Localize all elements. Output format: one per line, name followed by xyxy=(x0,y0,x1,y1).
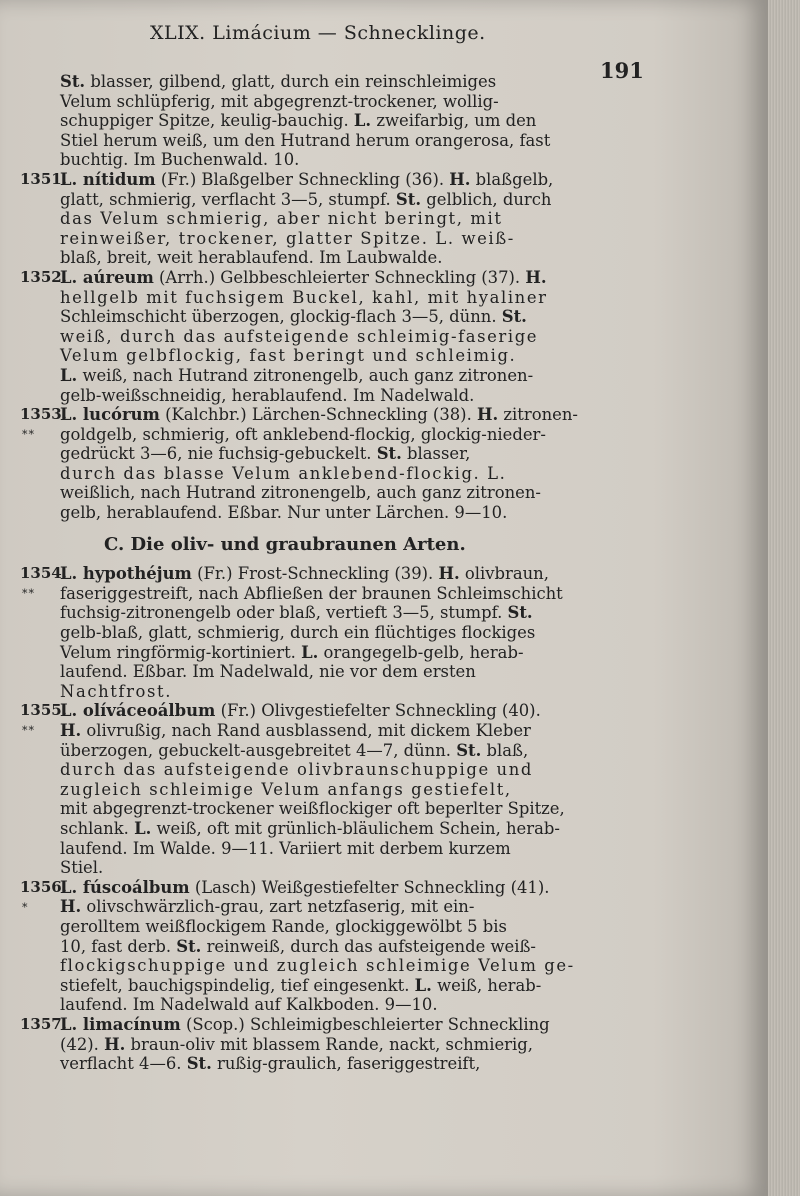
edibility-mark: * xyxy=(22,900,29,914)
running-title: XLIX. Limácium — Schnecklinge. xyxy=(150,22,486,44)
edibility-mark: ** xyxy=(22,428,35,442)
entry-number: 1351. xyxy=(20,169,67,188)
page-number: 191 xyxy=(600,58,644,83)
edibility-mark: ** xyxy=(22,724,35,738)
entry-number: 1352. xyxy=(20,267,67,286)
entry-1353: 1353. ** L. lucórum (Kalchbr.) Lärchen-Schneckling (38). H. zitronen- goldgelb, schmierig, oft anklebend-flockig, glockig-nieder- gedrückt 3—6, nie fuchsig-gebuckelt. St. blasser, durch das blasse Velum anklebend-flockig. L. weißlich, nach Hutrand zitronengelb, auch ganz zitronen- gelb, herablaufend. Eßbar. Nur unter Lärchen. 9—10. xyxy=(20,405,578,523)
species-name: L. hypothéjum xyxy=(60,564,192,584)
entry-number: 1357. xyxy=(20,1014,67,1033)
book-page-edges xyxy=(768,0,800,1196)
entry-1352: 1352. L. aúreum (Arrh.) Gelbbeschleierter Schneckling (37). H. hellgelb mit fuchsigem Buckel, kahl, mit hyaliner Schleimschicht überzogen, glockig-flach 3—5, dünn. St. weiß, durch das aufsteigende schleimig-faserige Velum gelbflockig, fast beringt und schleimig. L. weiß, nach Hutrand zitronengelb, auch ganz zitronen- gelb-weißschneidig, herablaufend. Im Nadelwald. xyxy=(20,267,548,405)
species-name: L. limacínum xyxy=(60,1014,181,1034)
entry-1354: 1354. ** L. hypothéjum (Fr.) Frost-Schneckling (39). H. olivbraun, faseriggestreift, nach Abfließen der braunen Schleimschicht fuchsig-zitronengelb oder blaß, vertieft 3—5, stumpf. St. gelb-blaß, glatt, schmierig, durch ein flüchtiges flockiges Velum ringförmig-kortiniert. L. orangegelb-gelb, herab- laufend. Eßbar. Im Nadelwald, nie vor dem ersten Nachtfrost. xyxy=(20,564,563,701)
species-name: L. nítidum xyxy=(60,169,156,189)
species-name: L. aúreum xyxy=(60,267,154,287)
entry-number: 1356. xyxy=(20,877,67,896)
species-name: L. fúscoálbum xyxy=(60,877,190,897)
edibility-mark: ** xyxy=(22,587,35,601)
page-body xyxy=(20,72,640,1074)
entry-1351: 1351. L. nítidum (Fr.) Blaßgelber Schneckling (36). H. blaßgelb, glatt, schmierig, verflacht 3—5, stumpf. St. gelblich, durch das Velum schmierig, aber nicht beringt, mit reinweißer, trockener, glatter Spitze. L. weiß- blaß, breit, weit herablaufend. Im Laubwalde. xyxy=(20,169,554,268)
entry-number: 1354. xyxy=(20,564,67,583)
entry-number: 1353. xyxy=(20,405,67,424)
species-name: L. olíváceoálbum xyxy=(60,701,216,721)
species-name: L. lucórum xyxy=(60,405,160,425)
entry-number: 1355. xyxy=(20,701,67,720)
entry-continuation: St. blasser, gilbend, glatt, durch ein reinschleimiges Velum schlüpferig, mit abgegrenzt-trockener, wollig- schuppiger Spitze, keulig-bauchig. L. zweifarbig, um den Stiel herum weiß, um den Hutrand herum orangerosa, fast buchtig. Im Buchenwald. 10. xyxy=(60,72,551,170)
entry-1357: 1357. L. limacínum (Scop.) Schleimigbeschleierter Schneckling (42). H. braun-oliv mit blassem Rande, nackt, schmierig, verflacht 4—6. St. rußig-graulich, faseriggestreift, xyxy=(20,1014,550,1074)
entry-1356: 1356. * L. fúscoálbum (Lasch) Weißgestiefelter Schneckling (41). H. olivschwärzlich-grau, zart netzfaserig, mit ein- gerolltem weißflockigem Rande, glockiggewölbt 5 bis 10, fast derb. St. reinweiß, durch das aufsteigende weiß- flockigschuppige und zugleich schleimige Velum ge- stiefelt, bauchigspindelig, tief eingesenkt. L. weiß, herab- laufend. Im Nadelwald auf Kalkboden. 9—10. xyxy=(20,877,575,1015)
entry-1355: 1355. ** L. olíváceoálbum (Fr.) Olivgestiefelter Schneckling (40). H. olivrußig, nach Rand ausblassend, mit dickem Kleber überzogen, gebuckelt-ausgebreitet 4—7, dünn. St. blaß, durch das aufsteigende olivbraunschuppige und zugleich schleimige Velum anfangs gestiefelt, mit abgegrenzt-trockener weißflockiger oft beperlter Spitze, schlank. L. weiß, oft mit grünlich-bläulichem Schein, herab- laufend. Im Walde. 9—11. Variiert mit derbem kurzem Stiel. xyxy=(20,701,565,878)
section-heading: C. Die oliv- und graubraunen Arten. xyxy=(104,533,466,555)
